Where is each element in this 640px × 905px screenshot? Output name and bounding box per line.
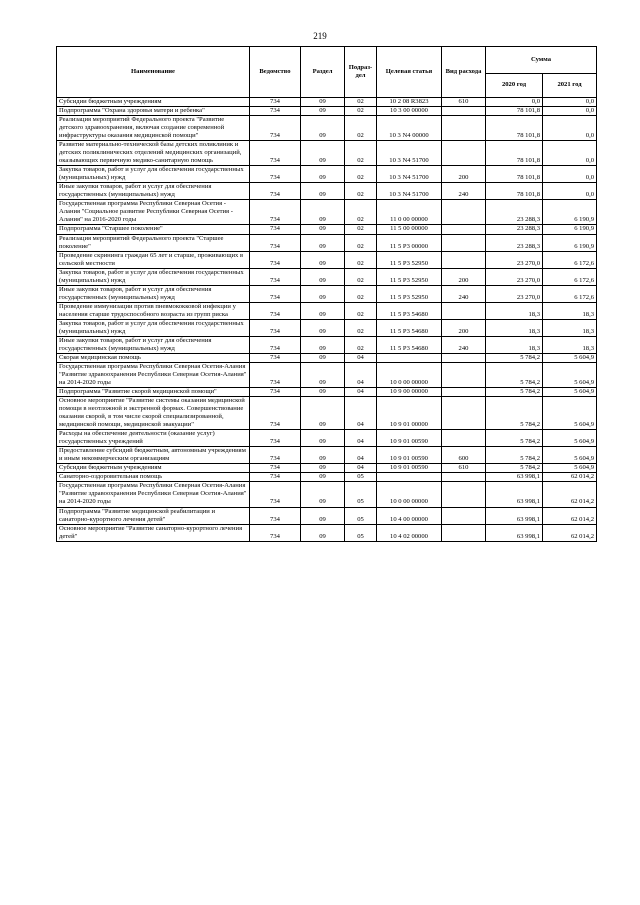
row-section: 09: [301, 353, 345, 362]
table-row: [57, 464, 597, 473]
row-sum-2021: 6 190,9: [543, 200, 597, 225]
row-name: Иные закупки товаров, работ и услуг для обеспечения государственных (муниципальных) нужд: [57, 285, 250, 302]
row-section: 09: [301, 302, 345, 319]
row-subsection: 02: [345, 200, 377, 225]
row-name: Развитие материально-технической базы детских поликлиник и детских поликлинических отделений медицинских организаций, оказывающих первичную медико-санитарную помощь: [57, 141, 250, 166]
row-subsection: 04: [345, 447, 377, 464]
row-target-item: 10 0 00 00000: [377, 362, 442, 387]
row-name: Подпрограмма "Охрана здоровья матери и ребенка": [57, 107, 250, 116]
row-sum-2021: 18,3: [543, 336, 597, 353]
row-sum-2021: 5 604,9: [543, 397, 597, 430]
row-sum-2021: 6 190,9: [543, 234, 597, 251]
row-name: Иные закупки товаров, работ и услуг для обеспечения государственных (муниципальных) нужд: [57, 336, 250, 353]
row-section: 09: [301, 141, 345, 166]
row-expense-type: [442, 234, 486, 251]
row-expense-type: 200: [442, 166, 486, 183]
row-department: 734: [250, 285, 301, 302]
row-expense-type: 240: [442, 183, 486, 200]
row-sum-2020: 78 101,8: [486, 141, 543, 166]
row-sum-2020: 23 288,3: [486, 234, 543, 251]
row-section: 09: [301, 107, 345, 116]
row-section: 09: [301, 234, 345, 251]
row-sum-2020: 5 784,2: [486, 362, 543, 387]
row-subsection: 02: [345, 268, 377, 285]
row-target-item: 10 3 N4 51700: [377, 183, 442, 200]
row-sum-2021: 62 014,2: [543, 524, 597, 541]
row-subsection: 02: [345, 234, 377, 251]
row-subsection: 05: [345, 507, 377, 524]
row-expense-type: [442, 482, 486, 507]
row-section: 09: [301, 482, 345, 507]
table-body: [57, 98, 597, 542]
header-sum: Сумма: [486, 47, 597, 74]
row-section: 09: [301, 251, 345, 268]
row-section: 09: [301, 319, 345, 336]
row-sum-2020: 18,3: [486, 319, 543, 336]
row-target-item: [377, 473, 442, 482]
row-department: 734: [250, 268, 301, 285]
row-section: 09: [301, 507, 345, 524]
row-expense-type: [442, 507, 486, 524]
table-row: [57, 107, 597, 116]
row-subsection: 04: [345, 388, 377, 397]
row-name: Подпрограмма "Развитие скорой медицинской помощи": [57, 388, 250, 397]
row-sum-2020: 23 270,0: [486, 268, 543, 285]
row-expense-type: [442, 524, 486, 541]
row-sum-2021: 0,0: [543, 116, 597, 141]
row-department: 734: [250, 107, 301, 116]
row-target-item: 10 3 N4 51700: [377, 141, 442, 166]
row-section: 09: [301, 397, 345, 430]
row-department: 734: [250, 388, 301, 397]
row-name: Проведение иммунизации против пневмококковой инфекции у населения старше трудоспособного возраста из групп риска: [57, 302, 250, 319]
row-target-item: [377, 353, 442, 362]
row-department: 734: [250, 507, 301, 524]
row-department: 734: [250, 98, 301, 107]
row-section: 09: [301, 464, 345, 473]
row-name: Санаторно-оздоровительная помощь: [57, 473, 250, 482]
table-row: [57, 336, 597, 353]
row-sum-2020: 5 784,2: [486, 464, 543, 473]
row-expense-type: [442, 141, 486, 166]
row-subsection: 04: [345, 464, 377, 473]
row-target-item: 10 9 00 00000: [377, 388, 442, 397]
row-target-item: 11 5 P3 52950: [377, 285, 442, 302]
row-sum-2021: 62 014,2: [543, 507, 597, 524]
row-target-item: 11 0 00 00000: [377, 200, 442, 225]
table-row: [57, 116, 597, 141]
row-department: 734: [250, 166, 301, 183]
row-section: 09: [301, 430, 345, 447]
row-expense-type: [442, 107, 486, 116]
row-sum-2021: 62 014,2: [543, 473, 597, 482]
row-target-item: 11 5 P3 00000: [377, 234, 442, 251]
row-target-item: 10 9 01 00000: [377, 397, 442, 430]
header-target-item: Целевая статья: [377, 47, 442, 98]
row-target-item: 10 4 02 00000: [377, 524, 442, 541]
row-target-item: 10 2 08 R3823: [377, 98, 442, 107]
row-sum-2021: 0,0: [543, 166, 597, 183]
row-sum-2020: 63 998,1: [486, 524, 543, 541]
row-sum-2020: 5 784,2: [486, 447, 543, 464]
table-row: [57, 225, 597, 234]
row-subsection: 02: [345, 98, 377, 107]
row-department: 734: [250, 447, 301, 464]
row-target-item: 10 9 01 00590: [377, 430, 442, 447]
row-subsection: 05: [345, 473, 377, 482]
row-sum-2020: 63 998,1: [486, 507, 543, 524]
row-department: 734: [250, 473, 301, 482]
row-section: 09: [301, 225, 345, 234]
row-sum-2020: 63 998,1: [486, 473, 543, 482]
row-target-item: 11 5 P3 54680: [377, 336, 442, 353]
table-row: [57, 430, 597, 447]
row-sum-2021: 5 604,9: [543, 447, 597, 464]
page-number: 219: [313, 31, 327, 41]
row-sum-2021: 5 604,9: [543, 430, 597, 447]
row-expense-type: [442, 225, 486, 234]
row-section: 09: [301, 98, 345, 107]
row-subsection: 04: [345, 397, 377, 430]
header-year-2020: 2020 год: [486, 74, 543, 98]
row-department: 734: [250, 464, 301, 473]
header-year-2021: 2021 год: [543, 74, 597, 98]
row-sum-2020: 23 270,0: [486, 285, 543, 302]
row-expense-type: [442, 397, 486, 430]
row-sum-2021: 0,0: [543, 141, 597, 166]
row-sum-2021: 5 604,9: [543, 464, 597, 473]
row-target-item: 10 4 00 00000: [377, 507, 442, 524]
row-expense-type: 200: [442, 268, 486, 285]
row-expense-type: [442, 200, 486, 225]
row-subsection: 05: [345, 482, 377, 507]
row-sum-2020: 18,3: [486, 336, 543, 353]
row-subsection: 02: [345, 319, 377, 336]
row-department: 734: [250, 200, 301, 225]
table-row: [57, 183, 597, 200]
row-sum-2021: 18,3: [543, 319, 597, 336]
row-subsection: 02: [345, 251, 377, 268]
row-sum-2020: 5 784,2: [486, 353, 543, 362]
table-row: [57, 302, 597, 319]
row-section: 09: [301, 336, 345, 353]
row-expense-type: [442, 473, 486, 482]
row-target-item: 10 3 N4 00000: [377, 116, 442, 141]
row-section: 09: [301, 268, 345, 285]
row-section: 09: [301, 285, 345, 302]
row-sum-2020: 23 288,3: [486, 225, 543, 234]
row-sum-2021: 0,0: [543, 183, 597, 200]
row-department: 734: [250, 319, 301, 336]
row-department: 734: [250, 234, 301, 251]
row-name: Закупка товаров, работ и услуг для обеспечения государственных (муниципальных) нужд: [57, 166, 250, 183]
table-row: [57, 268, 597, 285]
row-section: 09: [301, 362, 345, 387]
row-subsection: 04: [345, 362, 377, 387]
header-section: Раздел: [301, 47, 345, 98]
table-row: [57, 362, 597, 387]
row-name: Подпрограмма "Развитие медицинской реабилитации и санаторно-курортного лечения детей": [57, 507, 250, 524]
row-section: 09: [301, 473, 345, 482]
row-subsection: 04: [345, 353, 377, 362]
row-sum-2021: 0,0: [543, 107, 597, 116]
row-name: Государственная программа Республики Северная Осетия-Алания "Развитие здравоохранения Республики Северная Осетия-Алания" на 2014-2020 годы: [57, 362, 250, 387]
row-name: Реализация мероприятий Федерального проекта "Развитие детского здравоохранения, включая создание современной инфраструктуры оказания медицинской помощи": [57, 116, 250, 141]
budget-table: [56, 46, 597, 542]
row-department: 734: [250, 251, 301, 268]
row-name: Государственная программа Республики Северная Осетия - Алания "Социальное развитие Республики Северная Осетия - Алания" на 2016-2020 годы: [57, 200, 250, 225]
row-expense-type: [442, 116, 486, 141]
row-sum-2021: 0,0: [543, 98, 597, 107]
row-target-item: 10 0 00 00000: [377, 482, 442, 507]
row-department: 734: [250, 353, 301, 362]
row-section: 09: [301, 388, 345, 397]
row-name: Скорая медицинская помощь: [57, 353, 250, 362]
row-subsection: 02: [345, 225, 377, 234]
row-sum-2020: 78 101,8: [486, 183, 543, 200]
row-target-item: 11 5 P3 54680: [377, 319, 442, 336]
row-name: Основное мероприятие "Развитие системы оказания медицинской помощи в неотложной и экстренной формах. Совершенствование оказания скорой, в том числе скорой специализированной, медицинской помощи, медицинской эвакуации": [57, 397, 250, 430]
row-sum-2020: 78 101,8: [486, 116, 543, 141]
row-name: Реализация мероприятий Федерального проекта "Старшее поколение": [57, 234, 250, 251]
table-row: [57, 251, 597, 268]
row-target-item: 11 5 P3 52950: [377, 268, 442, 285]
row-name: Субсидии бюджетным учреждениям: [57, 464, 250, 473]
table-row: [57, 98, 597, 107]
table-row: [57, 524, 597, 541]
row-name: Закупка товаров, работ и услуг для обеспечения государственных (муниципальных) нужд: [57, 319, 250, 336]
row-section: 09: [301, 183, 345, 200]
table-row: [57, 388, 597, 397]
table-row: [57, 353, 597, 362]
row-sum-2020: 5 784,2: [486, 388, 543, 397]
row-department: 734: [250, 116, 301, 141]
row-sum-2021: 5 604,9: [543, 362, 597, 387]
row-subsection: 02: [345, 107, 377, 116]
row-sum-2020: 5 784,2: [486, 397, 543, 430]
row-department: 734: [250, 302, 301, 319]
row-expense-type: 240: [442, 336, 486, 353]
row-sum-2020: 23 270,0: [486, 251, 543, 268]
row-subsection: 02: [345, 285, 377, 302]
row-subsection: 04: [345, 430, 377, 447]
row-target-item: 11 5 P3 52950: [377, 251, 442, 268]
row-sum-2020: 78 101,8: [486, 107, 543, 116]
header-name: Наименование: [57, 47, 250, 98]
row-department: 734: [250, 397, 301, 430]
row-section: 09: [301, 166, 345, 183]
row-department: 734: [250, 524, 301, 541]
row-name: Государственная программа Республики Северная Осетия-Алания "Развитие здравоохранения Республики Северная Осетия-Алания" на 2014-2020 годы: [57, 482, 250, 507]
row-expense-type: [442, 302, 486, 319]
row-expense-type: 610: [442, 464, 486, 473]
row-name: Закупка товаров, работ и услуг для обеспечения государственных (муниципальных) нужд: [57, 268, 250, 285]
row-expense-type: 200: [442, 319, 486, 336]
table-row: [57, 473, 597, 482]
row-department: 734: [250, 141, 301, 166]
row-section: 09: [301, 524, 345, 541]
table-row: [57, 447, 597, 464]
header-department: Ведомство: [250, 47, 301, 98]
row-subsection: 02: [345, 302, 377, 319]
row-sum-2021: 6 172,6: [543, 285, 597, 302]
row-sum-2020: 78 101,8: [486, 166, 543, 183]
row-department: 734: [250, 225, 301, 234]
row-section: 09: [301, 200, 345, 225]
table-row: [57, 141, 597, 166]
table-row: [57, 166, 597, 183]
row-sum-2021: 5 604,9: [543, 388, 597, 397]
row-sum-2020: 63 998,1: [486, 482, 543, 507]
row-subsection: 02: [345, 183, 377, 200]
table-row: [57, 482, 597, 507]
row-name: Субсидии бюджетным учреждениям: [57, 98, 250, 107]
row-sum-2020: 5 784,2: [486, 430, 543, 447]
header-subsection: Подраз-дел: [345, 47, 377, 98]
row-target-item: 10 9 01 00590: [377, 447, 442, 464]
row-expense-type: [442, 362, 486, 387]
table-row: [57, 200, 597, 225]
row-sum-2020: 23 288,3: [486, 200, 543, 225]
row-name: Расходы на обеспечение деятельности (оказание услуг) государственных учреждений: [57, 430, 250, 447]
row-expense-type: 610: [442, 98, 486, 107]
row-sum-2021: 62 014,2: [543, 482, 597, 507]
row-sum-2021: 5 604,9: [543, 353, 597, 362]
row-target-item: 11 5 P3 54680: [377, 302, 442, 319]
row-name: Предоставление субсидий бюджетным, автономным учреждениям и иным некоммерческим организациям: [57, 447, 250, 464]
row-department: 734: [250, 430, 301, 447]
row-subsection: 02: [345, 166, 377, 183]
row-expense-type: [442, 430, 486, 447]
row-target-item: 10 9 01 00590: [377, 464, 442, 473]
row-name: Иные закупки товаров, работ и услуг для обеспечения государственных (муниципальных) нужд: [57, 183, 250, 200]
row-sum-2021: 6 172,6: [543, 251, 597, 268]
table-row: [57, 507, 597, 524]
row-name: Подпрограмма "Старшее поколение": [57, 225, 250, 234]
row-name: Основное мероприятие "Развитие санаторно-курортного лечения детей": [57, 524, 250, 541]
row-expense-type: 600: [442, 447, 486, 464]
row-sum-2021: 6 172,6: [543, 268, 597, 285]
row-subsection: 05: [345, 524, 377, 541]
row-expense-type: 240: [442, 285, 486, 302]
row-section: 09: [301, 116, 345, 141]
row-sum-2021: 6 190,9: [543, 225, 597, 234]
row-department: 734: [250, 183, 301, 200]
row-target-item: 10 3 00 00000: [377, 107, 442, 116]
row-target-item: 10 3 N4 51700: [377, 166, 442, 183]
row-target-item: 11 5 00 00000: [377, 225, 442, 234]
row-department: 734: [250, 336, 301, 353]
row-sum-2021: 18,3: [543, 302, 597, 319]
row-sum-2020: 18,3: [486, 302, 543, 319]
row-subsection: 02: [345, 116, 377, 141]
row-department: 734: [250, 482, 301, 507]
row-expense-type: [442, 251, 486, 268]
row-department: 734: [250, 362, 301, 387]
row-subsection: 02: [345, 141, 377, 166]
table-row: [57, 397, 597, 430]
table-row: [57, 319, 597, 336]
row-name: Проведение скрининга граждан 65 лет и старше, проживающих в сельской местности: [57, 251, 250, 268]
row-expense-type: [442, 353, 486, 362]
row-section: 09: [301, 447, 345, 464]
header-expense-type: Вид расхода: [442, 47, 486, 98]
table-row: [57, 285, 597, 302]
row-subsection: 02: [345, 336, 377, 353]
row-sum-2020: 0,0: [486, 98, 543, 107]
row-expense-type: [442, 388, 486, 397]
table-row: [57, 234, 597, 251]
